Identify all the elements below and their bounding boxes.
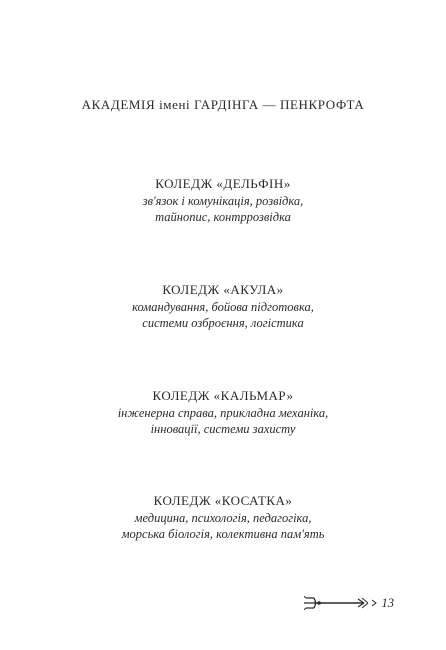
college-block-orca bbox=[0, 492, 446, 542]
college-description-line: командування, бойова підготовка, bbox=[132, 300, 314, 314]
college-name: КОЛЕДЖ «ДЕЛЬФІН» bbox=[155, 176, 291, 191]
college-name: КОЛЕДЖ «КАЛЬМАР» bbox=[152, 388, 294, 403]
college-block-squid bbox=[0, 387, 446, 437]
page-footer bbox=[304, 594, 395, 612]
college-description-line: інновації, системи захисту bbox=[150, 422, 296, 436]
college-description-line: морська біологія, колективна пам'ять bbox=[121, 527, 325, 541]
college-description-line: зв'язок і комунікація, розвідка, bbox=[142, 194, 304, 208]
college-block-shark bbox=[0, 281, 446, 331]
college-name: КОЛЕДЖ «АКУЛА» bbox=[162, 282, 284, 297]
college-description-line: тайнопис, контррозвідка bbox=[155, 210, 291, 224]
college-block-dolphin bbox=[0, 175, 446, 225]
page-number: 13 bbox=[381, 595, 394, 610]
college-name: КОЛЕДЖ «КОСАТКА» bbox=[153, 493, 293, 508]
trident-arrow-icon bbox=[304, 596, 378, 610]
college-description-line: медицина, психологія, педагогіка, bbox=[134, 511, 312, 525]
page-title: АКАДЕМІЯ імені ГАРДІНГА — ПЕНКРОФТА bbox=[81, 97, 365, 112]
college-description-line: інженерна справа, прикладна механіка, bbox=[117, 406, 329, 420]
college-description-line: системи озброєння, логістика bbox=[142, 316, 304, 330]
